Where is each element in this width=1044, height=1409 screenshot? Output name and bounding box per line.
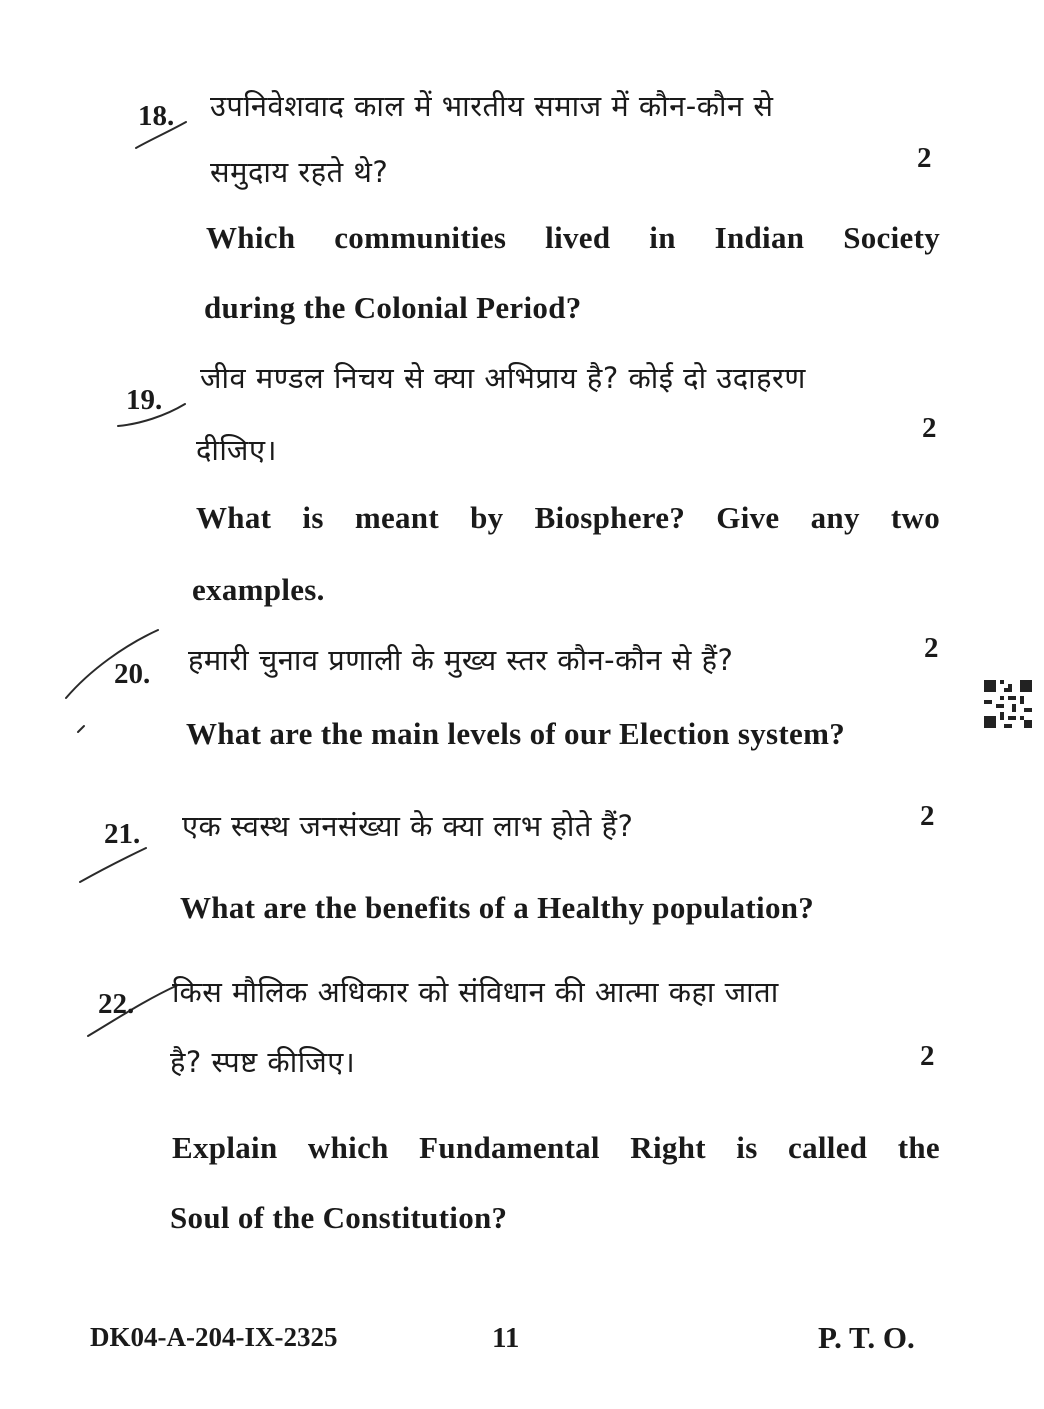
question-marks: 2 bbox=[922, 412, 937, 444]
question-hindi-line: दीजिए। bbox=[196, 433, 277, 467]
question-english-line: Soul of the Constitution? bbox=[170, 1200, 508, 1235]
question-number: 22. bbox=[98, 988, 135, 1020]
question-number: 18. bbox=[138, 100, 175, 132]
question-hindi-line: समुदाय रहते थे? bbox=[210, 155, 389, 189]
question-number: 20. bbox=[114, 658, 151, 690]
question-english-line: during the Colonial Period? bbox=[204, 290, 582, 325]
question-hindi-line: उपनिवेशवाद काल में भारतीय समाज में कौन-कौन से bbox=[210, 89, 774, 123]
question-english-line: examples. bbox=[192, 572, 325, 607]
qr-code-icon bbox=[984, 680, 1032, 728]
question-english-line: Explain which Fundamental Right is called the bbox=[172, 1130, 940, 1165]
question-english-line: Which communities lived in Indian Society bbox=[206, 220, 940, 255]
question-marks: 2 bbox=[920, 1040, 935, 1072]
question-marks: 2 bbox=[917, 142, 932, 174]
question-hindi-line: एक स्वस्थ जनसंख्या के क्या लाभ होते हैं? bbox=[182, 809, 634, 843]
question-hindi-line: है? स्पष्ट कीजिए। bbox=[170, 1045, 356, 1079]
question-hindi-line: हमारी चुनाव प्रणाली के मुख्य स्तर कौन-कौन से हैं? bbox=[188, 643, 734, 677]
question-english-line: What are the main levels of our Election system? bbox=[186, 716, 846, 751]
pto-label: P. T. O. bbox=[818, 1320, 915, 1355]
paper-code: DK04-A-204-IX-2325 bbox=[90, 1322, 338, 1352]
question-number: 19. bbox=[126, 384, 163, 416]
question-hindi-line: किस मौलिक अधिकार को संविधान की आत्मा कहा जाता bbox=[172, 975, 779, 1009]
question-hindi-line: जीव मण्डल निचय से क्या अभिप्राय है? कोई दो उदाहरण bbox=[200, 361, 806, 395]
question-marks: 2 bbox=[920, 800, 935, 832]
question-marks: 2 bbox=[924, 632, 939, 664]
question-english-line: What is meant by Biosphere? Give any two bbox=[196, 500, 940, 535]
question-english-line: What are the benefits of a Healthy population? bbox=[180, 890, 815, 925]
question-number: 21. bbox=[104, 818, 141, 850]
page-number: 11 bbox=[492, 1322, 520, 1354]
